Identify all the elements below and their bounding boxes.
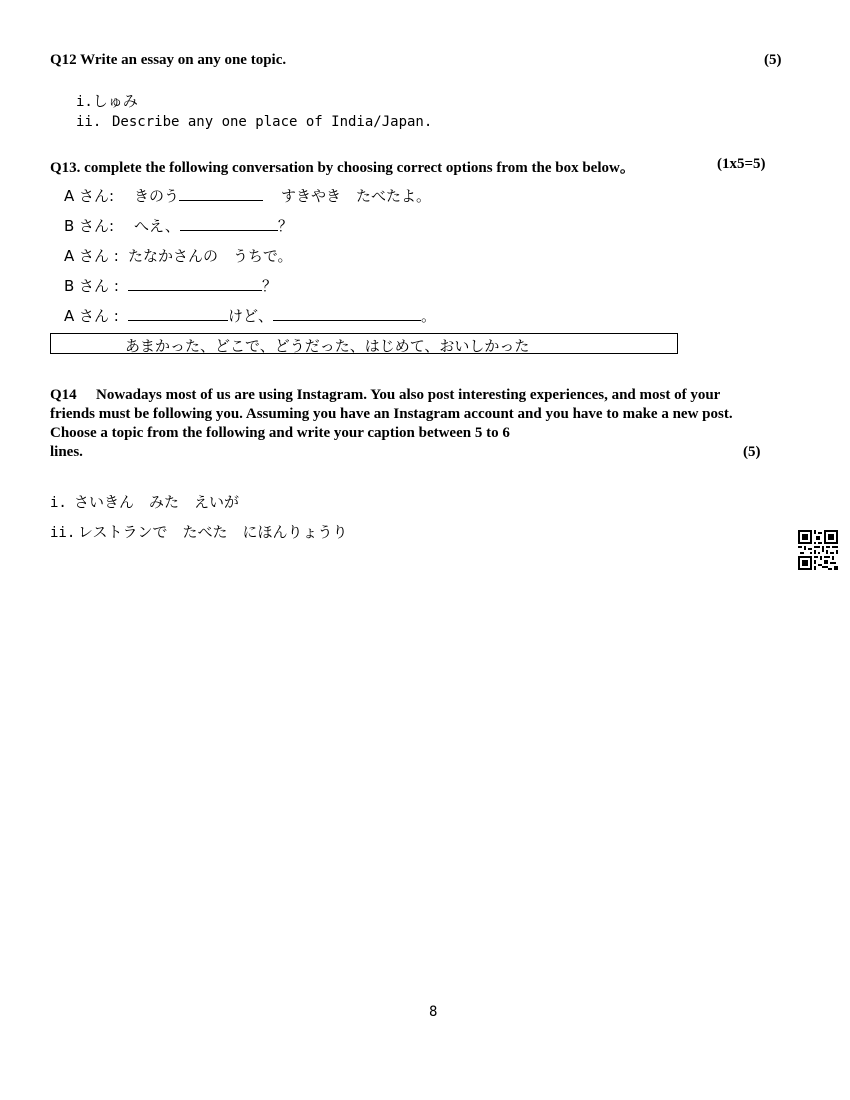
line-5-mid: けど、 [228, 307, 274, 325]
q13-marks: (1x5=5) [717, 156, 766, 172]
speaker-b: B さん: [64, 217, 115, 235]
q14-text-3: Choose a topic from the following and write your caption between 5 to 6 [50, 425, 510, 441]
q12-option-2 [76, 113, 432, 131]
qr-code-icon [798, 530, 838, 570]
line-3-text: たなかさんの うちで。 [128, 247, 293, 265]
q12-title: Q12 Write an essay on any one topic. [50, 52, 287, 68]
q14-text-1: Nowadays most of us are using Instagram. You also post interesting experiences, and most of your [96, 387, 721, 403]
conversation-line-3 [64, 245, 293, 266]
q14-option-1-num: i. [50, 495, 67, 511]
line-5-post: 。 [421, 307, 437, 325]
conversation-line-5 [64, 305, 436, 326]
q12-option-2-text: Describe any one place of India/Japan. [112, 114, 433, 130]
blank-2 [180, 216, 278, 231]
q14-option-1 [50, 491, 239, 512]
q12-option-1 [76, 90, 138, 111]
blank-1 [179, 186, 263, 201]
speaker-a: A さん: [64, 187, 115, 205]
q14-text-4: lines. [50, 444, 83, 460]
q14-marks: (5) [743, 444, 761, 460]
q14-text-2: friends must be following you. Assuming you have an Instagram account and you have to make a new post. [50, 406, 733, 422]
q12-option-1-num: i. [76, 94, 93, 110]
blank-4 [128, 306, 228, 321]
q14-line-1 [50, 387, 720, 404]
speaker-b: B さん : [64, 277, 119, 295]
line-4-post: ？ [262, 277, 278, 295]
options-box-text: あまかった、どこで、どうだった、はじめて、おいしかった [125, 337, 530, 355]
page-number: 8 [429, 1004, 438, 1020]
blank-5 [273, 306, 421, 321]
speaker-a: A さん : [64, 307, 119, 325]
q12-option-2-num: ii. [76, 114, 102, 130]
line-1-pre: きのう [134, 187, 180, 205]
conversation-line-2 [64, 215, 293, 236]
line-2-post: ？ [277, 217, 293, 235]
q14-option-2 [50, 521, 348, 542]
speaker-a: A さん : [64, 247, 119, 265]
q12-marks: (5) [764, 52, 782, 68]
line-2-pre: へえ、 [134, 217, 180, 235]
q14-option-1-text: さいきん みた えいが [74, 493, 240, 511]
blank-3 [128, 276, 262, 291]
q14-option-2-text: レストランで たべた にほんりょうり [78, 523, 348, 541]
q13-title: Q13. complete the following conversation by choosing correct options from the box below。 [50, 160, 635, 176]
line-1-post: すきやき たべたよ。 [281, 187, 432, 205]
q14-option-2-num: ii. [50, 525, 76, 541]
q14-label: Q14 [50, 387, 77, 403]
conversation-line-4 [64, 275, 277, 296]
conversation-line-1 [64, 185, 431, 206]
q12-option-1-text: しゅみ [92, 92, 138, 110]
options-box [50, 333, 678, 354]
